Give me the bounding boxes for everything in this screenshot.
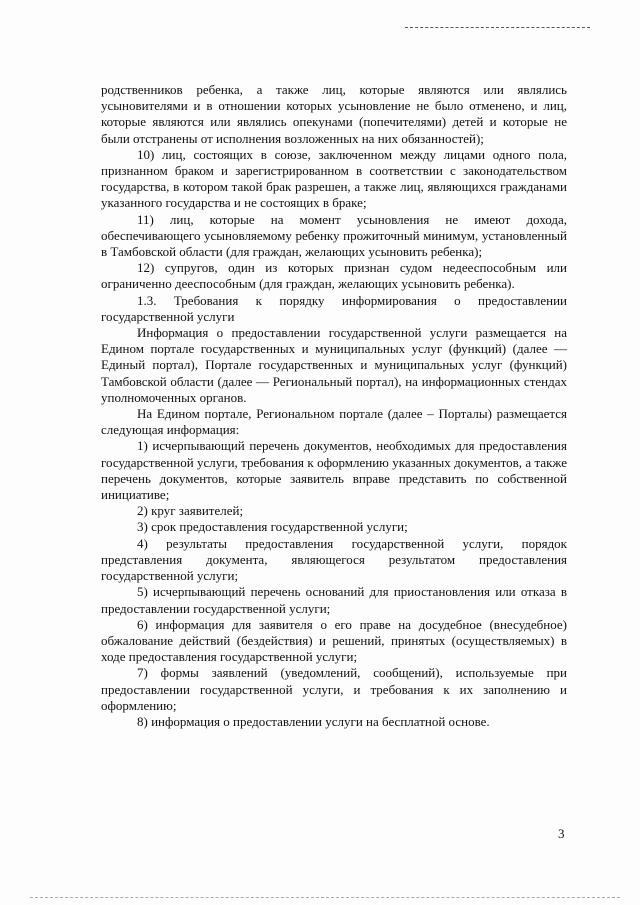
info-item-7: 7) формы заявлений (уведомлений, сообщений), используемые при предоставлении государственной услуги, и требования к их заполнению и оформлению;	[101, 665, 567, 713]
paragraph-portals-intro: На Едином портале, Региональном портале (далее – Порталы) размещается следующая информация:	[101, 406, 567, 438]
list-item-11: 11) лиц, которые на момент усыновления не имеют дохода, обеспечивающего усыновляемому ребенку прожиточный минимум, установленный в Тамбовской области (для граждан, желающих усыновить ребенка);	[101, 211, 567, 260]
scan-artifact-top-line	[405, 27, 590, 28]
list-item-12: 12) супругов, один из которых признан судом недееспособным или ограниченно дееспособным (для граждан, желающих усыновить ребенка).	[101, 260, 567, 292]
list-item-10: 10) лиц, состоящих в союзе, заключенном между лицами одного пола, признанном браком и зарегистрированном в соответствии с законодательством государства, в котором такой брак разрешен, а также лиц, являющихся гражданами указанного государства и не состоящих в браке;	[101, 146, 567, 211]
scan-artifact-bottom-line	[30, 897, 620, 898]
page-number: 3	[558, 826, 565, 841]
info-item-2: 2) круг заявителей;	[137, 503, 244, 519]
info-item-4: 4) результаты предоставления государственной услуги, порядок представления документа, являющегося результатом предоставления государственной услуги;	[101, 535, 567, 584]
info-item-8: 8) информация о предоставлении услуги на бесплатной основе.	[137, 713, 490, 729]
paragraph-continuation: родственников ребенка, а также лиц, которые являются или являлись усыновителями и в отношении которых усыновление не было отменено, и лиц, которые являются или являлись опекунами (попечителями) детей и которые не были отстранены от исполнения возложенных на них обязанностей);	[101, 82, 567, 146]
info-item-6: 6) информация для заявителя о его праве на досудебное (внесудебное) обжалование действий (бездействия) и решений, принятых (осуществляемых) в ходе предоставления государственной услуги;	[101, 616, 567, 665]
info-item-3: 3) срок предоставления государственной услуги;	[137, 519, 408, 535]
info-item-1: 1) исчерпывающий перечень документов, необходимых для предоставления государственной услуги, требования к оформлению указанных документов, а также перечень документов, которые заявитель вправе представить по собственной инициативе;	[101, 438, 567, 503]
info-item-5: 5) исчерпывающий перечень оснований для приостановления или отказа в предоставлении государственной услуги;	[101, 584, 567, 616]
document-body	[101, 82, 567, 730]
section-heading-1-3: 1.3. Требования к порядку информирования о предоставлении государственной услуги	[101, 292, 567, 324]
paragraph-info-placement: Информация о предоставлении государственной услуги размещается на Едином портале государственных и муниципальных услуг (функций) (далее — Единый портал), Портале государственных и муниципальных услуг (функций) Тамбовской области (далее — Региональный портал), на информационных стендах уполномоченных органов.	[101, 325, 567, 405]
